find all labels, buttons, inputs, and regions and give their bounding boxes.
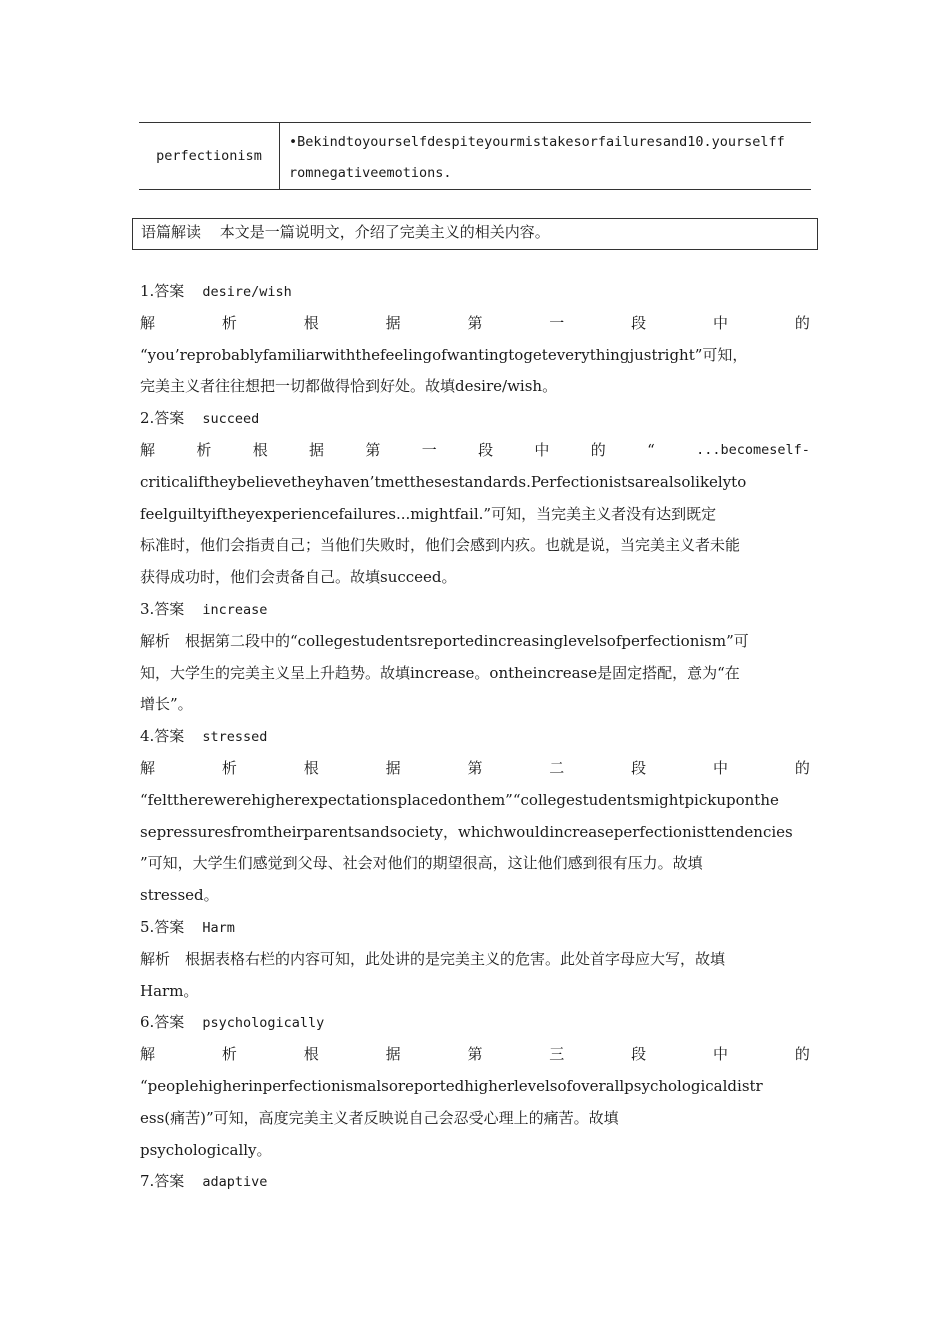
analysis-char: 中 [534, 440, 550, 459]
analysis-char: 析 [221, 1045, 237, 1064]
answer-heading [140, 1007, 810, 1039]
answer-heading [140, 1166, 810, 1198]
analysis-char: 解 [140, 758, 156, 777]
analysis-char: 中 [713, 758, 729, 777]
answer-key: adaptive [202, 1174, 268, 1191]
analysis-char: 析 [221, 758, 237, 777]
analysis-spread-line [140, 753, 810, 785]
analysis-line: sepressuresfromtheirparentsandsociety，whichwouldincreaseperfectionisttendencies [140, 822, 793, 841]
analysis-char: 根 [303, 1045, 319, 1064]
analysis-char: ...becomeself- [696, 441, 810, 458]
analysis-char: 据 [385, 758, 401, 777]
analysis-char: 的 [794, 1045, 810, 1064]
answer-number: 7.答案 [140, 1172, 185, 1191]
analysis-char: 第 [467, 313, 483, 332]
analysis-char: 的 [794, 313, 810, 332]
analysis-spread-line [140, 435, 810, 467]
analysis-char: 段 [478, 440, 494, 459]
analysis-char: 段 [631, 758, 647, 777]
table-right-content [289, 127, 809, 189]
analysis-char: 段 [631, 313, 647, 332]
analysis-line: 知，大学生的完美主义呈上升趋势。故填increase。ontheincrease是固定搭配，意为“在 [140, 663, 740, 682]
analysis-line: 增长”。 [140, 695, 193, 714]
analysis-char: 的 [794, 758, 810, 777]
analysis-char: 一 [421, 440, 437, 459]
analysis-char: 第 [467, 1045, 483, 1064]
analysis-line: psychologically。 [140, 1140, 272, 1159]
answer-heading [140, 403, 810, 435]
analysis-line: ”可知，大学生们感觉到父母、社会对他们的期望很高，这让他们感到很有压力。故填 [140, 854, 703, 873]
reading-text: 本文是一篇说明文，介绍了完美主义的相关内容。 [219, 223, 550, 241]
analysis-line: “you’reprobablyfamiliarwiththefeelingofwantingtogeteverythingjustright”可知， [140, 345, 748, 364]
analysis-char: 中 [713, 313, 729, 332]
analysis-char: 析 [221, 313, 237, 332]
answer-number: 6.答案 [140, 1013, 185, 1032]
analysis-line: “felttherewerehigherexpectationsplacedonthem”“collegestudentsmightpickuponthe [140, 790, 779, 809]
analysis-spread-line [140, 1039, 810, 1071]
analysis-line: stressed。 [140, 886, 219, 905]
answer-key: stressed [202, 729, 268, 746]
table-right-line: romnegativeemotions. [289, 165, 452, 181]
analysis-line: 解析 根据第二段中的“collegestudentsreportedincreasinglevelsofperfectionism”可 [140, 631, 749, 650]
answer-key: psychologically [202, 1015, 325, 1032]
analysis-char: 解 [140, 440, 156, 459]
answer-number: 2.答案 [140, 409, 185, 428]
answer-heading [140, 912, 810, 944]
analysis-line: criticaliftheybelievetheyhaven’tmetthesestandards.Perfectionistsarealsolikelyto [140, 472, 747, 491]
analysis-char: 析 [196, 440, 212, 459]
analysis-line: 获得成功时，他们会责备自己。故填succeed。 [140, 568, 457, 587]
analysis-line: 完美主义者往往想把一切都做得恰到好处。故填desire/wish。 [140, 377, 558, 396]
analysis-line: 标准时，他们会指责自己；当他们失败时，他们会感到内疚。也就是说，当完美主义者未能 [140, 536, 741, 555]
analysis-char: 根 [252, 440, 268, 459]
analysis-spread-line [140, 308, 810, 340]
table-left-label: perfectionism [139, 123, 280, 189]
answer-list [140, 276, 810, 1198]
reading-summary-box [132, 218, 818, 250]
analysis-char: 第 [365, 440, 381, 459]
analysis-char: 三 [549, 1045, 565, 1064]
analysis-char: 解 [140, 313, 156, 332]
analysis-line: feelguiltyiftheyexperiencefailures...mightfail.”可知，当完美主义者没有达到既定 [140, 504, 717, 523]
summary-table [139, 122, 811, 190]
analysis-char: 根 [303, 313, 319, 332]
analysis-line: 解析 根据表格右栏的内容可知，此处讲的是完美主义的危害。此处首字母应大写，故填 [140, 949, 726, 968]
answer-heading [140, 594, 810, 626]
analysis-char: “ [647, 440, 655, 459]
answer-heading [140, 276, 810, 308]
answer-heading [140, 721, 810, 753]
analysis-char: 解 [140, 1045, 156, 1064]
analysis-char: 根 [303, 758, 319, 777]
analysis-char: 中 [713, 1045, 729, 1064]
answer-number: 5.答案 [140, 917, 185, 936]
analysis-char: 的 [590, 440, 606, 459]
answer-key: Harm [202, 919, 235, 936]
answer-key: desire/wish [202, 284, 292, 300]
analysis-line: ess(痛苦)”可知，高度完美主义者反映说自己会忍受心理上的痛苦。故填 [140, 1108, 619, 1127]
analysis-char: 据 [385, 1045, 401, 1064]
answer-number: 1.答案 [140, 282, 185, 300]
analysis-line: Harm。 [140, 981, 199, 1000]
analysis-char: 第 [467, 758, 483, 777]
analysis-char: 段 [631, 1045, 647, 1064]
analysis-line: “peoplehigherinperfectionismalsoreportedhigherlevelsofoverallpsychologicaldistr [140, 1076, 763, 1095]
analysis-char: 二 [549, 758, 565, 777]
answer-key: succeed [202, 411, 260, 428]
reading-label: 语篇解读 [141, 223, 202, 241]
answer-key: increase [202, 601, 268, 618]
analysis-char: 一 [549, 313, 565, 332]
answer-number: 3.答案 [140, 599, 185, 618]
analysis-char: 据 [309, 440, 325, 459]
answer-number: 4.答案 [140, 727, 185, 746]
table-right-line: •Bekindtoyourselfdespiteyourmistakesorfailuresand10.yourselff [289, 134, 785, 150]
analysis-char: 据 [385, 313, 401, 332]
